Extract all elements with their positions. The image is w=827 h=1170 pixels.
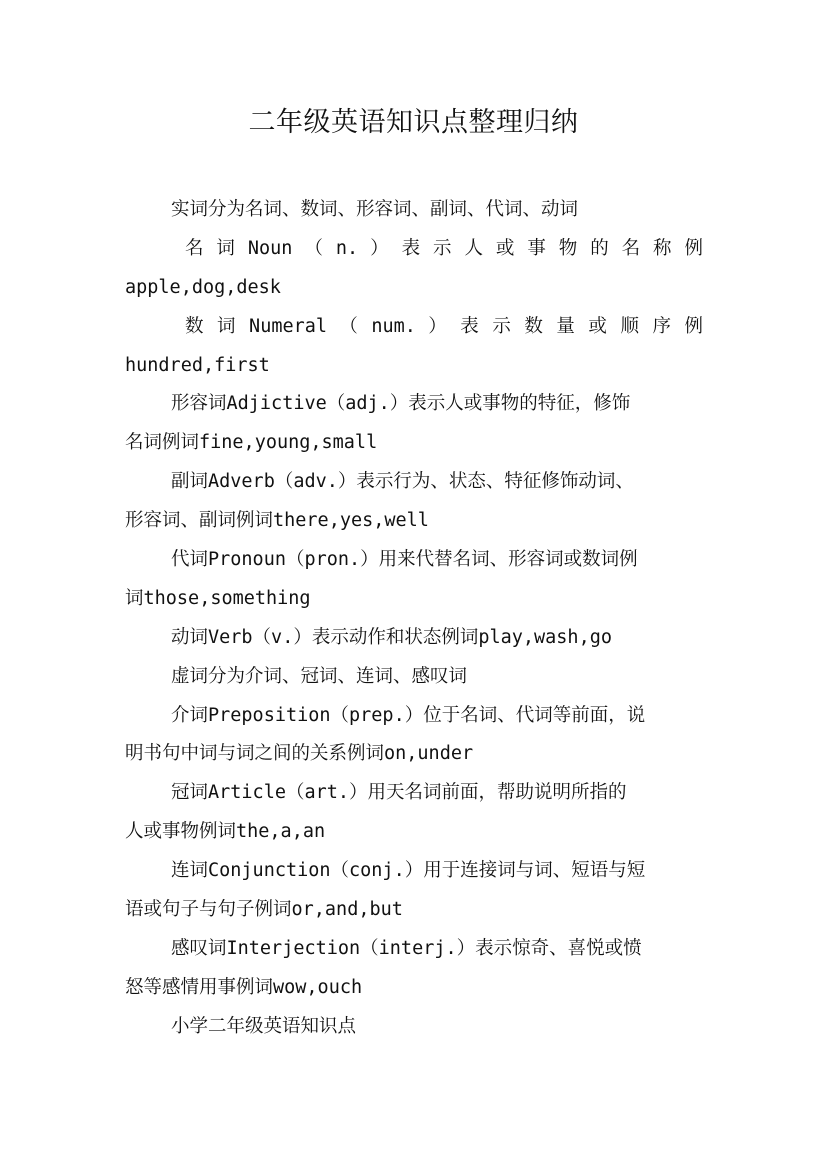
- text-line: 副词Adverb（adv.）表示行为、状态、特征修饰动词、: [171, 471, 634, 493]
- text-line: hundred,first: [125, 354, 270, 376]
- text-line: 数 词 Numeral （ num. ） 表 示 数 量 或 顺 序 例: [185, 315, 703, 337]
- text-line: 怒等感情用事例词wow,ouch: [125, 976, 363, 998]
- text-line: 名 词 Noun （ n. ） 表 示 人 或 事 物 的 名 称 例: [185, 237, 703, 259]
- text-line: apple,dog,desk: [125, 276, 281, 298]
- text-line: 语或句子与句子例词or,and,but: [125, 899, 403, 921]
- text-line: 连词Conjunction（conj.）用于连接词与词、短语与短: [171, 860, 646, 882]
- text-line: 动词Verb（v.）表示动作和状态例词play,wash,go: [171, 626, 612, 648]
- text-line: 感叹词Interjection（interj.）表示惊奇、喜悦或愤: [171, 937, 642, 959]
- text-line: 词those,something: [125, 587, 311, 609]
- document-body: [125, 191, 703, 1047]
- text-line: 冠词Article（art.）用天名词前面，帮助说明所指的: [171, 782, 627, 804]
- text-line: 介词Preposition（prep.）位于名词、代词等前面，说: [171, 704, 646, 726]
- text-line: 人或事物例词the,a,an: [125, 821, 326, 843]
- text-line: 虚词分为介词、冠词、连词、感叹词: [171, 665, 468, 687]
- text-line: 实词分为名词、数词、形容词、副词、代词、动词: [171, 199, 579, 220]
- text-line: 形容词、副词例词there,yes,well: [125, 510, 429, 532]
- document-title: 二年级英语知识点整理归纳: [248, 107, 579, 138]
- text-line: 名词例词fine,young,small: [125, 432, 378, 454]
- text-line: 代词Pronoun（pron.）用来代替名词、形容词或数词例: [171, 549, 638, 571]
- text-line: 小学二年级英语知识点: [171, 1015, 357, 1037]
- text-line: 明书句中词与词之间的关系例词on,under: [125, 743, 474, 765]
- text-line: 形容词Adjictive（adj.）表示人或事物的特征，修饰: [171, 393, 631, 415]
